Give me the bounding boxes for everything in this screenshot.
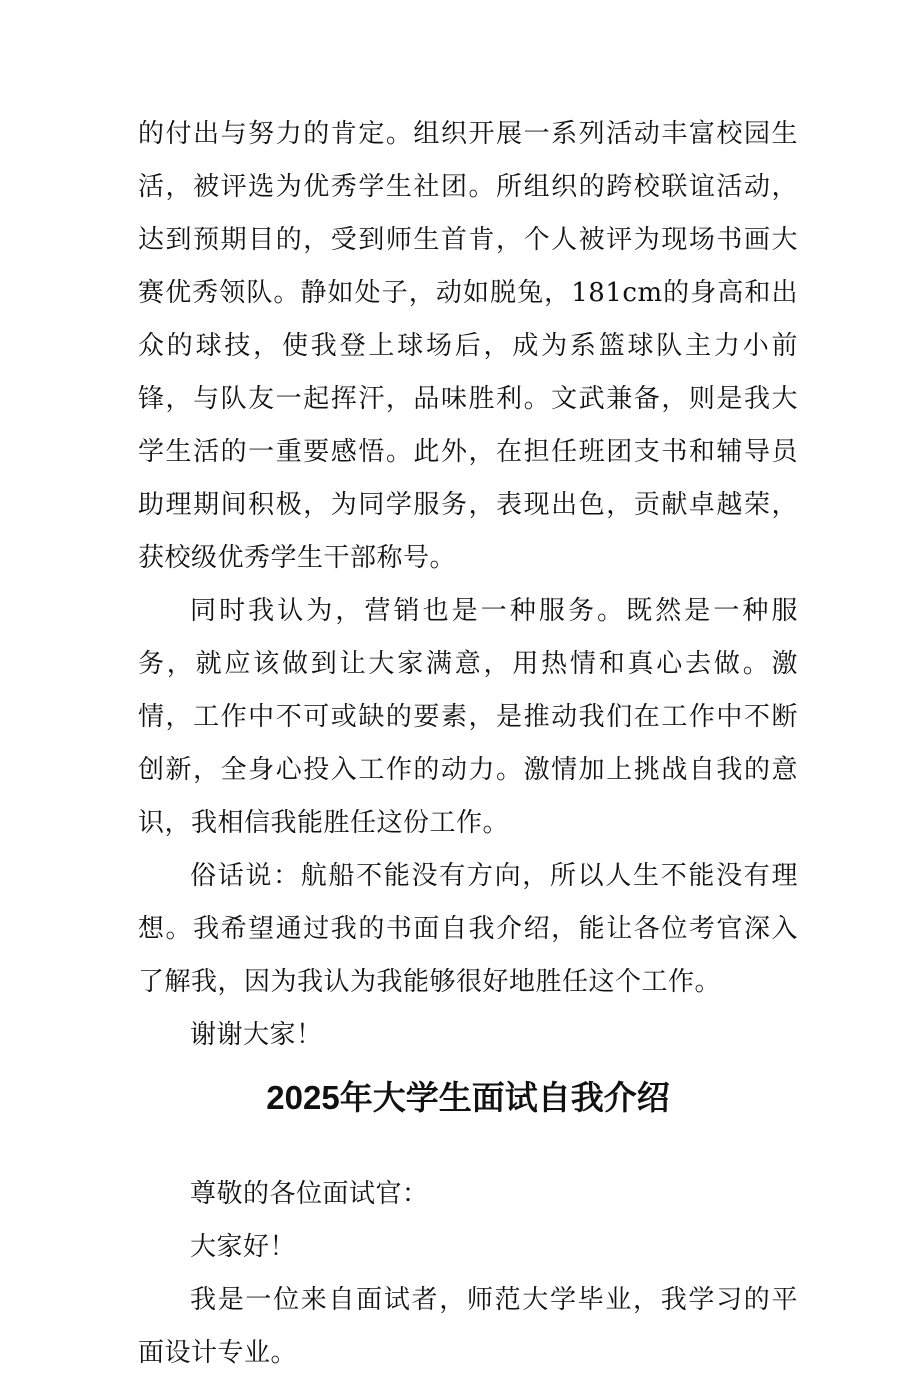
paragraph-continuation: 的付出与努力的肯定。组织开展一系列活动丰富校园生活，被评选为优秀学生社团。所组织的跨校联谊活动，达到预期目的，受到师生首肯，个人被评为现场书画大赛优秀领队。静如处子，动如脱兔，181cm的身高和出众的球技，使我登上球场后，成为系篮球队主力小前锋，与队友一起挥汗，品味胜利。文武兼备，则是我大学生活的一重要感悟。此外，在担任班团支书和辅导员助理期间积极，为同学服务，表现出色，贡献卓越荣，获校级优秀学生干部称号。	[138, 119, 798, 573]
paragraph-service: 同时我认为，营销也是一种服务。既然是一种服务，就应该做到让大家满意，用热情和真心去做。激情，工作中不可或缺的要素，是推动我们在工作中不断创新，全身心投入工作的动力。激情加上挑战自我的意识，我相信我能胜任这份工作。	[138, 596, 798, 838]
document-title: 2025年大学生面试自我介绍	[266, 1079, 670, 1116]
document-page	[138, 108, 798, 1380]
paragraph-greeting-interviewers: 尊敬的各位面试官：	[190, 1179, 429, 1209]
paragraph-hello: 大家好！	[190, 1232, 297, 1262]
paragraph-proverb: 俗话说：航船不能没有方向，所以人生不能没有理想。我希望通过我的书面自我介绍，能让各位考官深入了解我，因为我认为我能够很好地胜任这个工作。	[138, 861, 798, 997]
paragraph-thanks: 谢谢大家！	[190, 1020, 323, 1050]
paragraph-intro: 我是一位来自面试者，师范大学毕业，我学习的平面设计专业。	[138, 1285, 798, 1368]
